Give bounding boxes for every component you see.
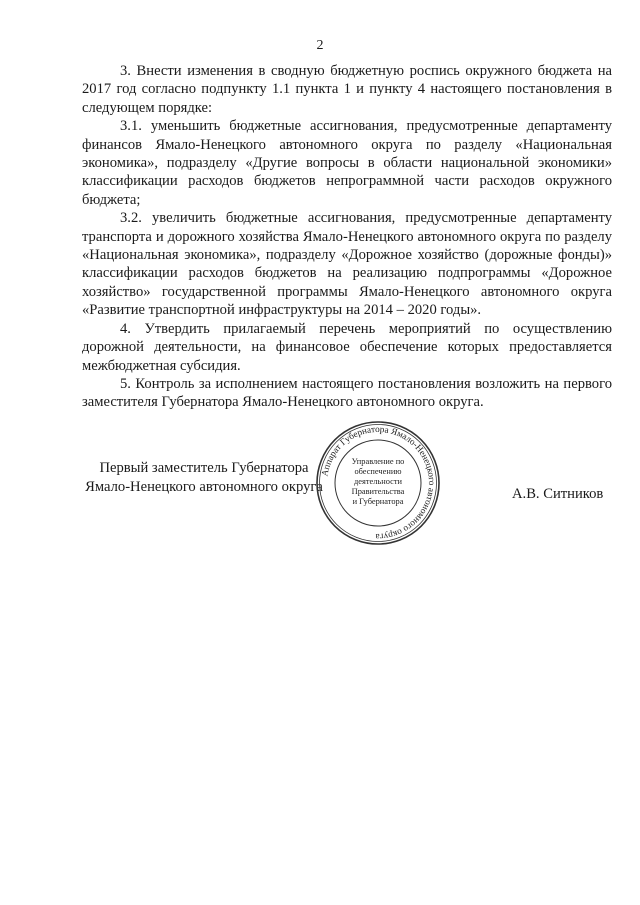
seal-line-3: деятельности [354,477,402,486]
seal-outer-text-path: Аппарат Губернатора Ямало-Ненецкого автономного округа [319,423,438,543]
paragraph-5: 5. Контроль за исполнением настоящего постановления возложить на первого заместителя Губернатора Ямало-Ненецкого автономного округа. [82,375,612,411]
seal-center-text [352,457,405,506]
paragraph-3-2: 3.2. увеличить бюджетные ассигнования, предусмотренные департаменту транспорта и дорожного хозяйства Ямало-Ненецкого автономного округа по разделу «Национальная экономика», подразделу «Дорожное хозяйство (дорожные фонды)» классификации расходов бюджетов на реализацию подпрограммы «Дорожное хозяйство» государственной программы Ямало-Ненецкого автономного округа «Развитие транспортной инфраструктуры на 2014 – 2020 годы». [82,210,612,319]
paragraph-3: 3. Внести изменения в сводную бюджетную роспись окружного бюджета на 2017 год согласно подпункту 1.1 пункта 1 и пункту 4 настоящего постановления в следующем порядке: [82,63,612,116]
seal-line-4: Правительства [351,487,405,496]
paragraph-4: 4. Утвердить прилагаемый перечень мероприятий по осуществлению дорожной деятельности, на финансовое обеспечение которых предоставляется межбюджетная субсидия. [82,320,612,374]
signatory-position [84,459,324,496]
page-number: 2 [316,38,324,53]
seal-line-2: обеспечению [354,467,402,476]
seal-line-1: Управление по [351,457,405,466]
official-seal [313,418,443,548]
paragraph-3-1: 3.1. уменьшить бюджетные ассигнования, предусмотренные департаменту финансов Ямало-Ненецкого автономного округа по разделу «Национальная экономика», подразделу «Другие вопросы в области национальной экономики» классификации расходов бюджетов непрограммной части расходов окружного бюджета; [82,118,612,208]
signatory-name: А.В. Ситников [512,486,604,502]
signatory-position-line-2: Ямало-Ненецкого автономного округа [85,478,323,495]
signature-block [0,418,640,543]
document-body [82,62,612,412]
signatory-position-line-1: Первый заместитель Губернатора [99,460,309,476]
seal-line-5: и Губернатора [352,497,404,506]
